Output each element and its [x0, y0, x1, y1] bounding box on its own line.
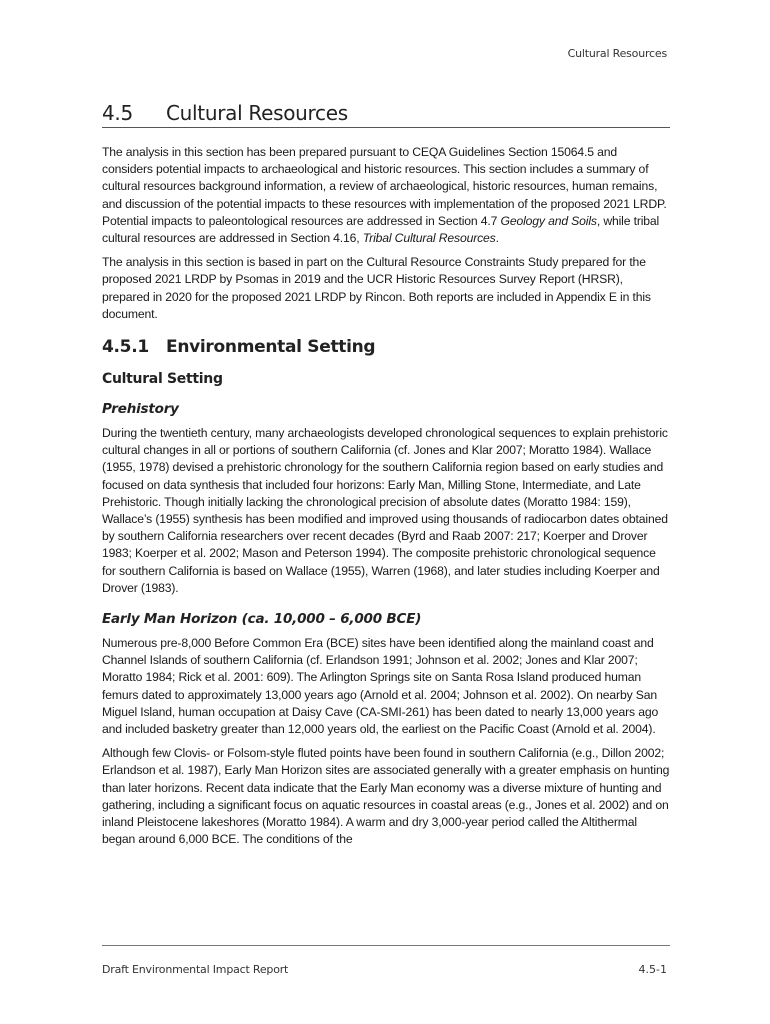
- prehistory-heading: Prehistory: [102, 401, 179, 418]
- intro-text-1b: , while tribal cultural resources are addressed in Section 4.16,: [102, 213, 660, 246]
- intro-italic-geology: Geology and Soils: [500, 213, 597, 228]
- footer-document-title: Draft Environmental Impact Report: [102, 963, 289, 976]
- section-heading: [102, 101, 670, 128]
- early-man-paragraph-2: Although few Clovis- or Folsom-style fluted points have been found in southern California (e.g., Dillon 2002; Erlandson et al. 1987), Early Man Horizon sites are associated generally with a greater emphasis on hunting than later horizons. Recent data indicate that the Early Man economy was a diverse mixture of hunting and gathering, including a significant focus on aquatic resources in coastal areas (e.g., Jones et al. 2002) and on inland Pleistocene lakeshores (Moratto 1984). A warm and dry 3,000-year period called the Altithermal began around 6,000 BCE. The conditions of the: [102, 746, 670, 847]
- running-header: Cultural Resources: [567, 47, 667, 60]
- section-number: 4.5: [102, 101, 133, 125]
- subsection-number: 4.5.1: [102, 337, 149, 358]
- intro-text-1a: The analysis in this section has been prepared pursuant to CEQA Guidelines Section 15064.5 and considers potential impacts to archaeological and historic resources. This section includes a summary of cultural resources background information, a review of archaeological, historic resources, human remains, and discussion of the potential impacts to these resources with implementation of the proposed 2021 LRDP. Potential impacts to paleontological resources are addressed in Section 4.7: [102, 145, 667, 228]
- intro-paragraph-2: The analysis in this section is based in part on the Cultural Resource Constraints Study prepared for the proposed 2021 LRDP by Psomas in 2019 and the UCR Historic Resources Survey Report (HRSR), prepared in 2020 for the proposed 2021 LRDP by Rincon. Both reports are included in Appendix E in this document.: [102, 255, 651, 321]
- cultural-setting-heading: Cultural Setting: [102, 371, 223, 388]
- intro-italic-tribal: Tribal Cultural Resources: [362, 231, 496, 246]
- early-man-heading: Early Man Horizon (ca. 10,000 – 6,000 BCE): [102, 611, 422, 628]
- intro-text-1c: .: [495, 231, 499, 246]
- section-title: Cultural Resources: [166, 101, 348, 125]
- prehistory-paragraph: During the twentieth century, many archaeologists developed chronological sequences to explain prehistoric cultural changes in all or portions of southern California (cf. Jones and Klar 2007; Moratto 1984). Wallace (1955, 1978) devised a prehistoric chronology for the southern California region based on early studies and focused on data synthesis that included four horizons: Early Man, Milling Stone, Intermediate, and Late Prehistoric. Though initially lacking the chronological precision of absolute dates (Moratto 1984: 159), Wallace’s (1955) synthesis has been modified and improved using thousands of radiocarbon dates obtained by southern California researchers over recent decades (Byrd and Raab 2007: 217; Koerper and Drover 1983; Koerper et al. 2002; Mason and Peterson 1994). The composite prehistoric chronological sequence for southern California is based on Wallace (1955), Warren (1968), and later studies including Koerper and Drover (1983).: [102, 426, 668, 595]
- intro-paragraph-1: [102, 144, 670, 247]
- subsection-title: Environmental Setting: [166, 337, 376, 358]
- footer-divider: [102, 945, 670, 946]
- subsection-heading: [102, 337, 670, 357]
- footer-page-number: 4.5-1: [638, 963, 667, 976]
- early-man-paragraph-1: Numerous pre-8,000 Before Common Era (BCE) sites have been identified along the mainland coast and Channel Islands of southern California (cf. Erlandson 1991; Johnson et al. 2002; Jones and Klar 2007; Moratto 1984; Rick et al. 2001: 609). The Arlington Springs site on Santa Rosa Island produced human femurs dated to approximately 13,000 years ago (Arnold et al. 2004; Johnson et al. 2002). On nearby San Miguel Island, human occupation at Daisy Cave (CA-SMI-261) has been dated to nearly 13,000 years ago and included basketry greater than 12,000 years old, the earliest on the Pacific Coast (Arnold et al. 2004).: [102, 636, 659, 737]
- page-content: [102, 101, 670, 849]
